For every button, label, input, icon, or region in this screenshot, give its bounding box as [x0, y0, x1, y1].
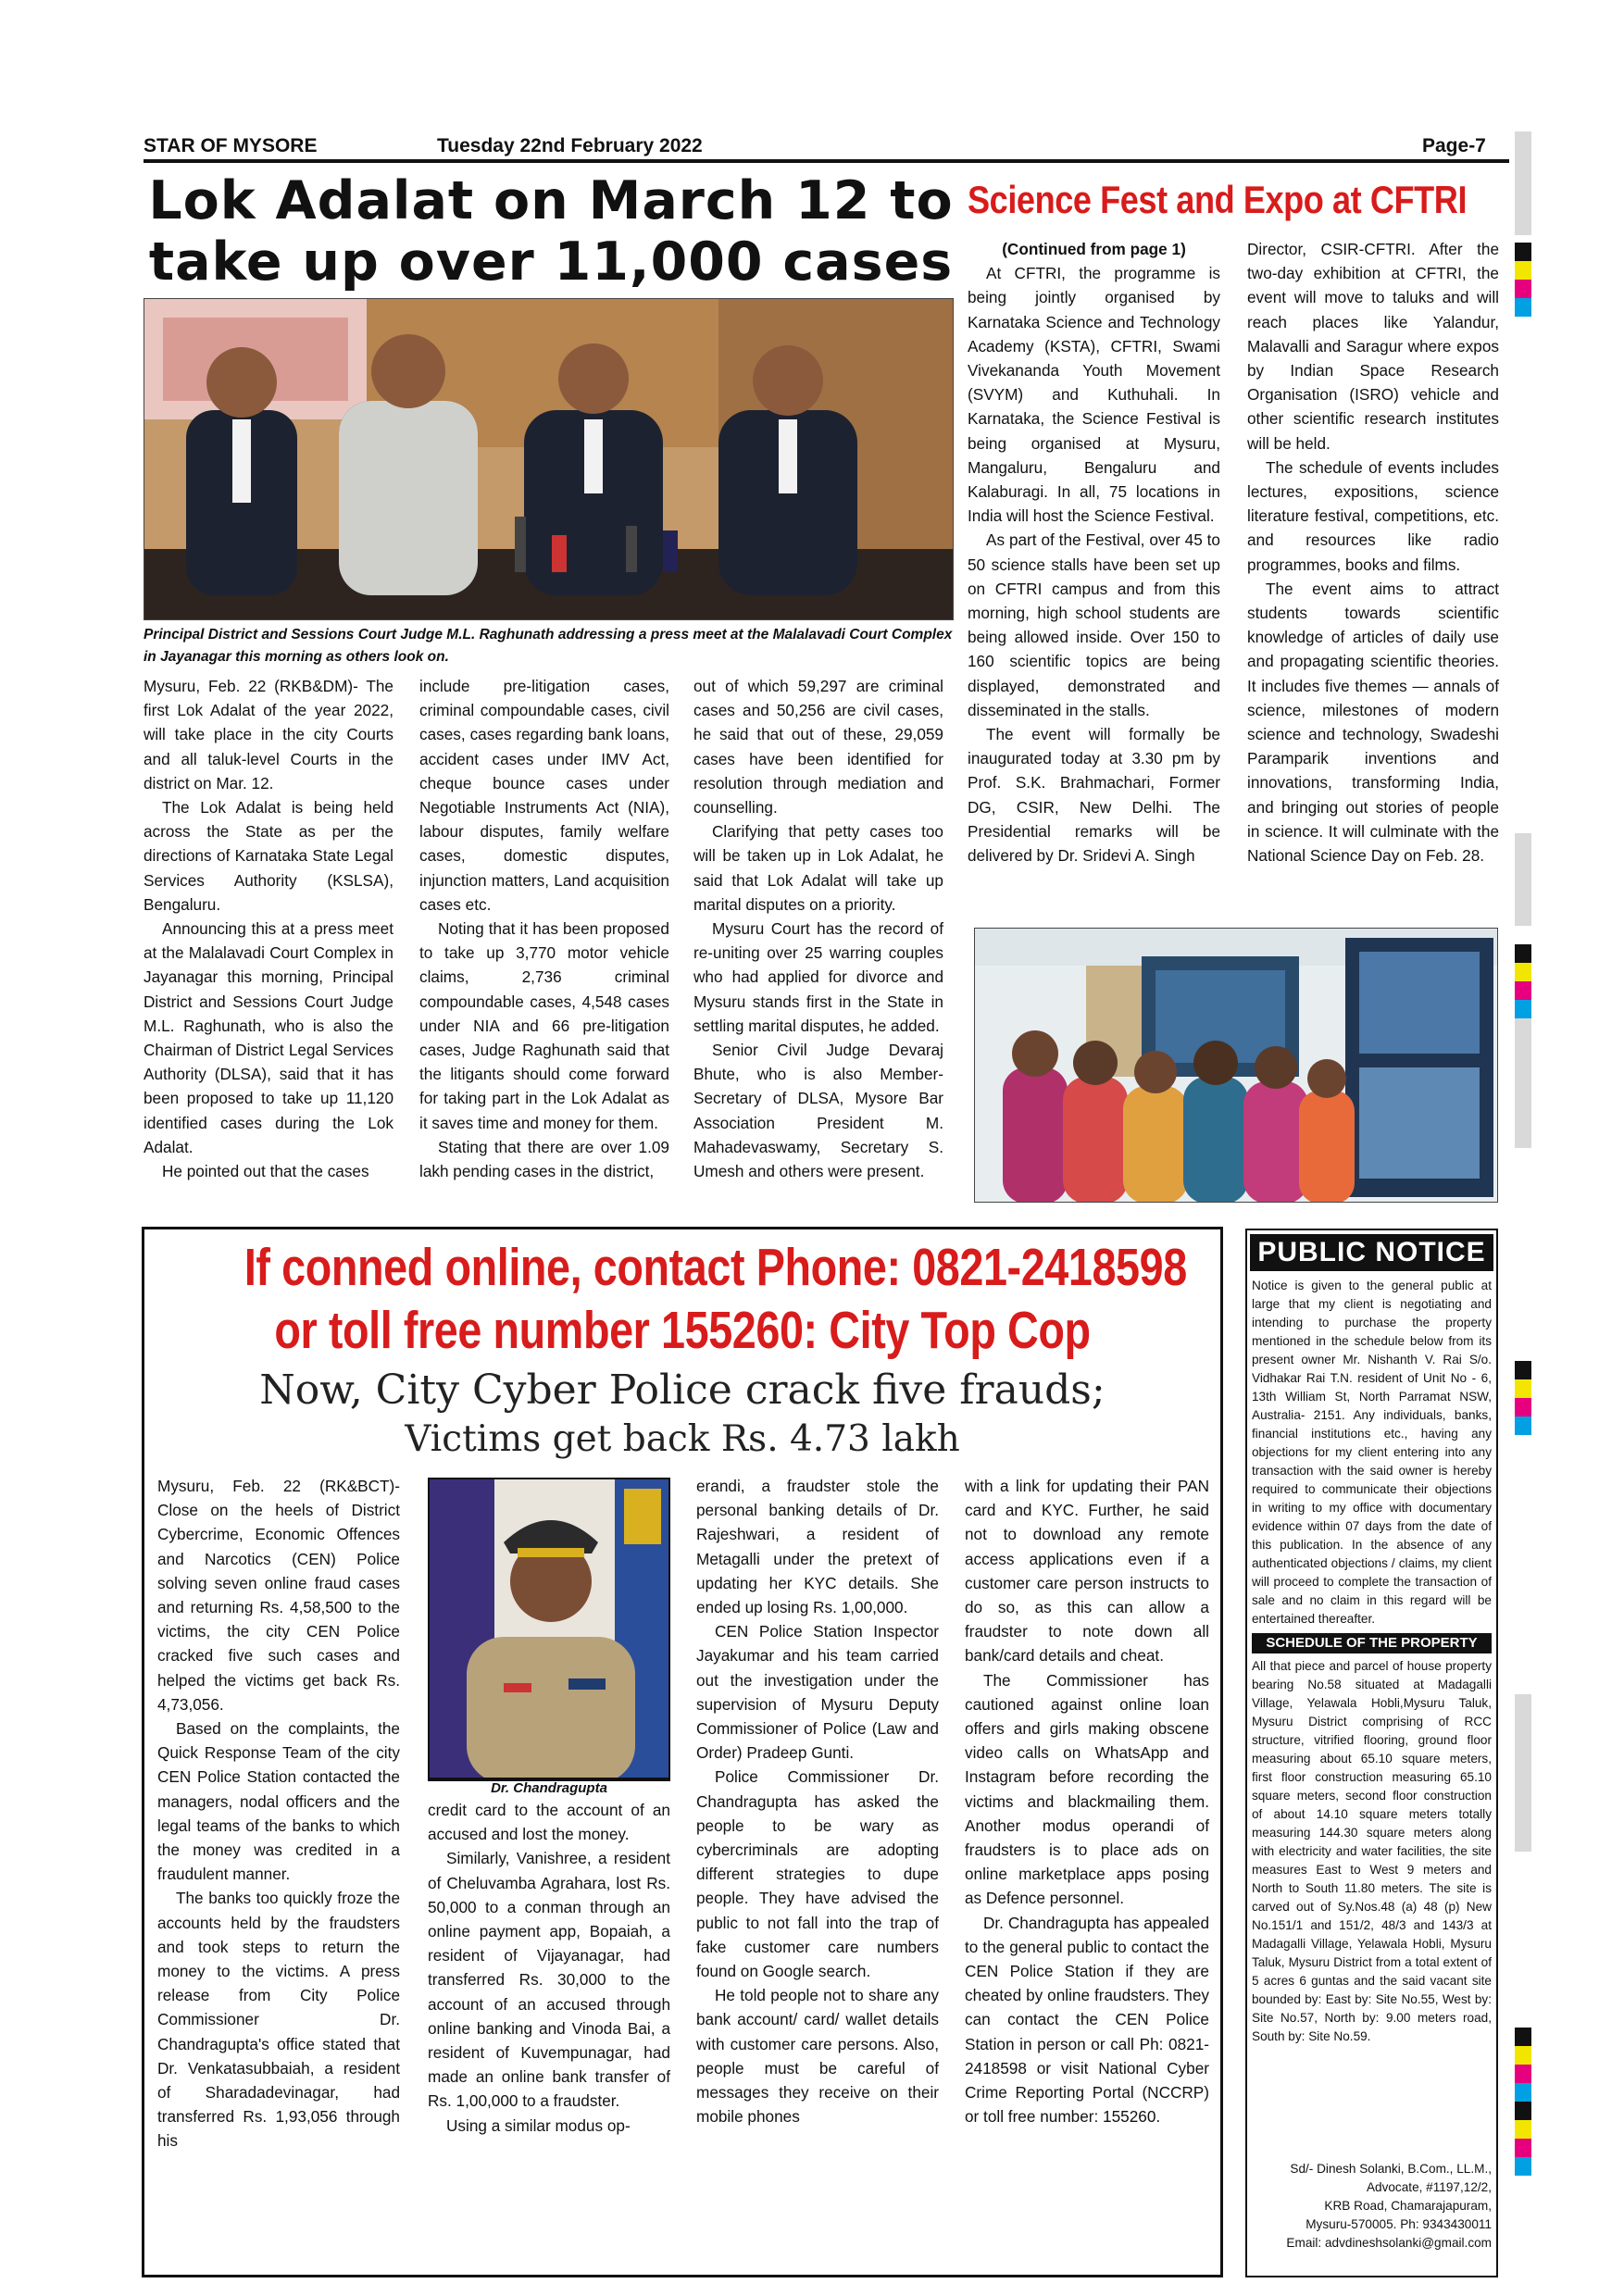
paragraph: As part of the Festival, over 45 to 50 science stalls have been set up on CFTRI campus and from this morning, high school students are being allowed inside. Over 150 to 160 scientific topics are being displayed, demonstrated and disseminated in the stalls. — [968, 530, 1220, 719]
paragraph: Director, CSIR-CFTRI. After the two-day exhibition at CFTRI, the event will move to taluks and will reach places like Yalandur, Malavalli and Saragur where expos by Indian Space Research Organisation (ISRO) vehicle and other scientific research institutes will be held. — [1247, 240, 1499, 453]
header-rule — [144, 159, 1509, 163]
signature-line: KRB Road, Chamarajapuram, — [1324, 2199, 1492, 2213]
paragraph: He told people not to share any bank account/ card/ wallet details with customer care persons. Also, people must be careful of messages they receive on their mobile phones — [696, 1986, 939, 2127]
registration-marks — [1515, 2028, 1531, 2102]
science-fest-headline: Science Fest and Expo at CFTRI — [968, 178, 1468, 221]
science-fest-column-1 — [968, 237, 1220, 867]
lok-adalat-headline: Lok Adalat on March 12 to take up over 11,000 cases — [148, 170, 954, 293]
grey-margin-strip — [1515, 131, 1531, 235]
cyber-subheadline-line2: Victims get back Rs. 4.73 lakh — [405, 1418, 960, 1460]
cyber-column-4 — [965, 1474, 1209, 2128]
paragraph: erandi, a fraudster stole the personal banking details of Dr. Rajeshwari, a resident of Metagalli under the pretext of updating her KYC details. She ended up losing Rs. 1,00,000. — [696, 1477, 939, 1617]
paragraph: out of which 59,297 are criminal cases and 50,256 are civil cases, he said that out of these, 29,059 cases have been identified for resolution through mediation and counselling. — [693, 677, 943, 817]
paragraph: The Commissioner has cautioned against online loan offers and girls making obscene video calls on WhatsApp and Instagram before recording the victims and blackmailing them. Another modus operandi of fraudsters is to place ads on online marketplace apps posing as Defence personnel. — [965, 1670, 1209, 1908]
paragraph: Stating that there are over 1.09 lakh pending cases in the district, — [419, 1137, 669, 1181]
signature-email: Email: advdineshsolanki@gmail.com — [1286, 2236, 1492, 2250]
paragraph: credit card to the account of an accused and lost the money. — [428, 1801, 670, 1844]
signature-line: Mysuru-570005. Ph: 9343430011 — [1305, 2217, 1492, 2231]
signature-line: Advocate, #1197,12/2, — [1366, 2180, 1492, 2194]
paper-name: STAR OF MYSORE — [144, 135, 318, 156]
lok-adalat-column-2 — [419, 674, 669, 1183]
press-meet-photo — [144, 298, 954, 620]
grey-margin-strip — [1515, 833, 1531, 926]
registration-marks — [1515, 2102, 1531, 2176]
cyber-red-headline-line1: If conned online, contact Phone: 0821-2418598 — [244, 1238, 1187, 1297]
paragraph: Mysuru Court has the record of re-uniting over 25 warring couples who had applied for divorce and Mysuru stands first in the State in settling marital disputes, he added. — [693, 919, 943, 1035]
science-fest-column-2 — [1247, 237, 1499, 867]
paragraph: The Lok Adalat is being held across the State as per the directions of Karnataka State Legal Services Authority (KSLSA), Bengaluru. — [144, 798, 394, 914]
cyber-subheadline-line1: Now, City Cyber Police crack five frauds; — [259, 1366, 1106, 1414]
commissioner-caption: Dr. Chandragupta — [428, 1778, 670, 1798]
issue-date: Tuesday 22nd February 2022 — [437, 135, 703, 156]
paragraph: CEN Police Station Inspector Jayakumar and his team carried out the investigation under the supervision of Mysuru Deputy Commissioner of Police (Law and Order) Pradeep Gunti. — [696, 1622, 939, 1763]
public-notice-title: PUBLIC NOTICE — [1250, 1234, 1493, 1271]
paragraph: Senior Civil Judge Devaraj Bhute, who is also Member-Secretary of DLSA, Mysore Bar Association President M. Mahadevaswamy, Secretary S. Umesh and others were present. — [693, 1041, 943, 1181]
cyber-column-1 — [157, 1474, 400, 2153]
advocate-signature — [1252, 2160, 1492, 2252]
science-expo-photo — [974, 928, 1498, 1203]
cyber-column-2 — [428, 1798, 670, 2138]
paragraph: Noting that it has been proposed to take up 3,770 motor vehicle claims, 2,736 criminal compoundable cases, 4,548 cases under NIA and 66 pre-litigation cases, Judge Raghunath said that the litigants should come forward for taking part in the Lok Adalat as it saves time and money for them. — [419, 919, 669, 1132]
paragraph: Mysuru, Feb. 22 (RKB&DM)- The first Lok Adalat of the year 2022, will take place in the city Courts and all taluk-level Courts in the district on Mar. 12. — [144, 677, 394, 792]
paragraph: Similarly, Vanishree, a resident of Cheluvamba Agrahara, lost Rs. 50,000 to a conman through an online payment app, Bopaiah, a resident of Vijayanagar, had transferred Rs. 30,000 to the account of an accused through online banking and Vinoda Bai, a resident of Kuvempunagar, had made an online bank transfer of Rs. 1,00,000 to a fraudster. — [428, 1849, 670, 2111]
page-number: Page-7 — [1422, 135, 1486, 156]
paragraph: Using a similar modus op- — [446, 2115, 631, 2135]
paragraph: Police Commissioner Dr. Chandragupta has asked the people to be wary as cybercriminals are adopting different strategies to dupe people. They have advised the public to not fall into the trap of fake customer care numbers found on Google search. — [696, 1767, 939, 1981]
registration-marks — [1515, 243, 1531, 317]
paragraph: Dr. Chandragupta has appealed to the general public to contact the CEN Police Station if they are cheated by online fraudsters. They can contact the CEN Police Station in person or call Ph: 0821-2418598 or visit National Cyber Crime Reporting Portal (NCCRP) or toll free number: 155260. — [965, 1913, 1209, 2127]
lok-adalat-column-3 — [693, 674, 943, 1183]
signature-line: Sd/- Dinesh Solanki, B.Com., LL.M., — [1290, 2162, 1492, 2176]
press-meet-caption: Principal District and Sessions Court Judge M.L. Raghunath addressing a press meet at the Malalavadi Court Complex in Jayanagar this morning as others look on. — [144, 627, 953, 665]
schedule-title: SCHEDULE OF THE PROPERTY — [1252, 1633, 1492, 1653]
lok-adalat-column-1 — [144, 674, 394, 1183]
registration-marks — [1515, 1361, 1531, 1435]
paragraph: At CFTRI, the programme is being jointly organised by Karnataka Science and Technology Academy (KSTA), CFTRI, Swami Vivekananda Youth Movement (SVYM) and Kuthuhali. In Karnataka, the Science Festival is being organised at Mysuru, Mangaluru, Bengaluru and Kalaburagi. In all, 75 locations in India will host the Science Festival. — [968, 264, 1220, 526]
paragraph: The banks too quickly froze the accounts held by the fraudsters and took steps to return the money to the victims. A press release from City Police Commissioner Dr. Chandragupta's office stated that Dr. Venkatasubbaiah, a resident of Sharadadevinagar, had transferred Rs. 1,93,056 through his — [157, 1889, 400, 2151]
paragraph: The event will formally be inaugurated today at 3.30 pm by Prof. S.K. Brahmachari, Former DG, CSIR, New Delhi. The Presidential remarks will be delivered by Dr. Sridevi A. Singh — [968, 725, 1220, 866]
paragraph: include pre-litigation cases, criminal compoundable cases, civil cases, cases regarding bank loans, accident cases under IMV Act, cheque bounce cases under Negotiable Instruments Act (NIA), labour disputes, family welfare cases, domestic disputes, injunction matters, Land acquisition cases etc. — [419, 677, 669, 914]
continued-note: (Continued from page 1) — [1002, 240, 1186, 258]
grey-margin-strip — [1515, 1018, 1531, 1148]
registration-marks — [1515, 944, 1531, 1018]
grey-margin-strip — [1515, 1694, 1531, 1852]
public-notice-body: Notice is given to the general public at large that my client is negotiating and intending to purchase the property mentioned in the schedule below from its present owner Mr. Nishanth V. Rai S/o. Vidhakar Rai T.N. resident of Unit No - 6, 13th William St, North Parramat NSW, Australia- 2151. Any individuals, banks, financial institutions etc., having any objections for my client entering into any transaction with the said owner is hereby required to communicate their objections in writing to my office with documentary evidence within 07 days from the date of this publication. In the absence of any authenticated objections / claims, my client will proceed to complete the transaction of sale and no claim in this regard will be entertained thereafter. — [1252, 1279, 1492, 1626]
paragraph: with a link for updating their PAN card and KYC. Further, he said not to download any remote access applications even if a customer care person instructs to do so, as this can allow a fraudster to note down all bank/card details and cheat. — [965, 1477, 1209, 1666]
paragraph: Based on the complaints, the Quick Response Team of the city CEN Police Station contacted the managers, nodal officers and the legal teams of the banks to which the money was credited in a fraudulent manner. — [157, 1719, 400, 1884]
cyber-red-headline-line2: or toll free number 155260: City Top Cop — [274, 1301, 1091, 1360]
schedule-body: All that piece and parcel of house property bearing No.58 situated at Madagalli Village, Yelawala Hobli,Mysuru Taluk, Mysuru District comprising of RCC structure, vitrified flooring, ground floor measuring about 65.10 square meters, first floor construction measuring 65.10 square meters, second floor construction of about 14.10 square meters totally measuring 144.30 square meters along with electricity and water facilities, the site measures East to West 9 meters and North to South 11.80 meters. The site is carved out of Sy.Nos.48 (a) 48 (p) New No.151/1 and 151/2, 48/3 and 143/3 at Madagalli Village, Yelawala Hobli, Mysuru Taluk, Mysuru District from a total extent of 5 acres 6 guntas and the said vacant site bounded by: East by: Site No.55, West by: Site No.57, North by: 9.00 meters road, South by: Site No.59. — [1252, 1659, 1492, 2043]
commissioner-photo — [428, 1478, 670, 1781]
paragraph: The schedule of events includes lectures, expositions, science literature festival, competitions, etc. and resources like radio programmes, books and films. — [1247, 457, 1499, 574]
paragraph: He pointed out that the cases — [162, 1162, 369, 1181]
paragraph: Clarifying that petty cases too will be taken up in Lok Adalat, he said that Lok Adalat will take up marital disputes on a priority. — [693, 822, 943, 914]
paragraph: Announcing this at a press meet at the Malalavadi Court Complex in Jayanagar this morning, Principal District and Sessions Court Judge M.L. Raghunath, who is also the Chairman of District Legal Services Authority (DLSA), said that it has been proposed to take up 11,120 identified cases during the Lok Adalat. — [144, 919, 394, 1156]
paragraph: Mysuru, Feb. 22 (RK&BCT)- Close on the heels of District Cybercrime, Economic Offences and Narcotics (CEN) Police solving seven online fraud cases and returning Rs. 4,58,500 to the victims, the city CEN Police cracked five such cases and helped the victims get back Rs. 4,73,056. — [157, 1477, 400, 1714]
cyber-column-3 — [696, 1474, 939, 2128]
paragraph: The event aims to attract students towards scientific knowledge of articles of daily use and propagating scientific theories. It includes five themes — annals of science, milestones of modern science and technology, Swadeshi Paramparik inventions and innovations, transforming India, and bringing out stories of people in science. It will culminate with the National Science Day on Feb. 28. — [1247, 579, 1499, 866]
